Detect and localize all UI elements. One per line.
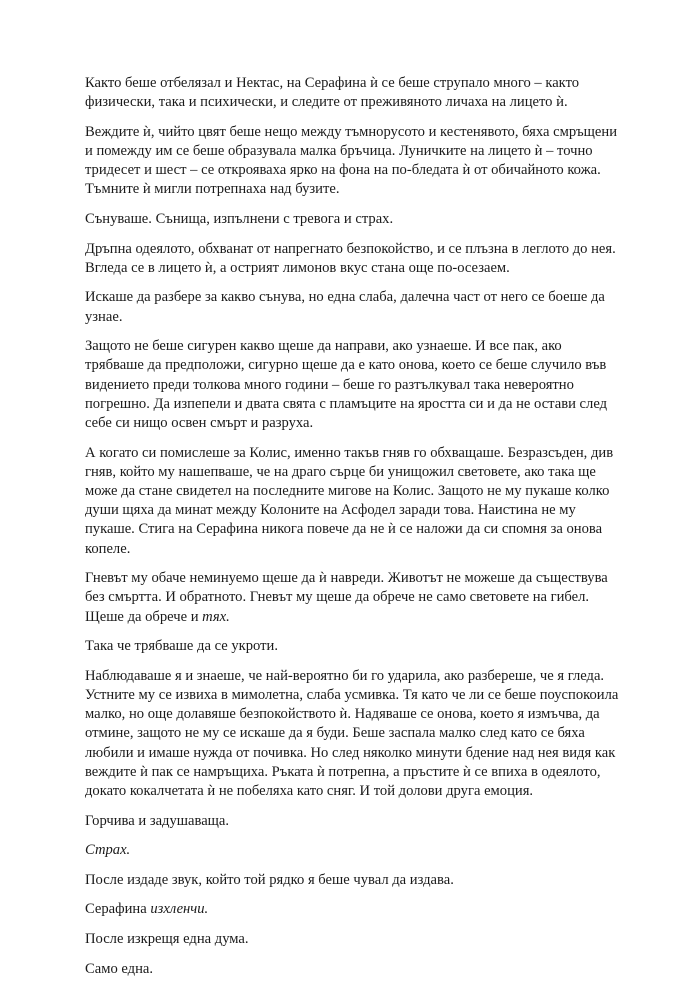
paragraph [85, 74, 621, 112]
text-segment: Така че трябваше да се укроти. [85, 638, 278, 655]
document-body [85, 74, 621, 989]
italic-text-segment: Страх. [85, 842, 131, 859]
text-segment: Както беше отбелязал и Нектас, на Серафина ѝ се беше струпало много – както физически, така и психически, и следите от преживяното личаха на лицето ѝ. [85, 75, 580, 111]
text-segment: Горчива и задушаваща. [85, 812, 230, 829]
paragraph [85, 240, 621, 278]
paragraph [85, 871, 621, 890]
paragraph [85, 444, 621, 559]
text-segment: Искаше да разбере за какво сънува, но една слаба, далечна част от него се боеше да узнае. [85, 289, 605, 325]
paragraph [85, 637, 621, 656]
paragraph [85, 288, 621, 326]
text-segment: Само една. [85, 960, 154, 977]
paragraph [85, 841, 621, 860]
italic-text-segment: изхленчи. [150, 901, 209, 918]
paragraph [85, 960, 621, 979]
italic-text-segment: тях. [202, 608, 230, 625]
text-segment: А когато си помислеше за Колис, именно такъв гняв го обхващаше. Безразсъден, див гняв, който му нашепваше, че на драго сърце би унищожил световете, ако така ще може да стане свидетел на последните мигове на Колис. Защото не му пукаше колко души щяха да минат между Колоните на Асфодел заради това. Наистина не му пукаше. Стига на Серафина никога повече да не ѝ се наложи да си спомня за онова копеле. [85, 444, 614, 557]
text-segment: Наблюдаваше я и знаеше, че най-вероятно би го ударила, ако разбереше, че я гледа. Устните му се извиха в мимолетна, слаба усмивка. Тя като че ли се беше поуспокоила малко, но още долавяше безпокойството ѝ. Надяваше се онова, което я измъчва, да отмине, защото не му се искаше да я буди. Беше заспала малко след като се бяха любили и имаше нужда от почивка. Но след няколко минути бдение над нея видя как веждите ѝ пак се намръщиха. Ръката ѝ потрепна, а пръстите ѝ се впиха в одеялото, докато кокалчетата ѝ не побеляха като сняг. И той долови друга емоция. [85, 667, 619, 800]
text-segment: Сънуваше. Сънища, изпълнени с тревога и страх. [85, 211, 394, 227]
paragraph [85, 812, 621, 831]
text-segment: После изкрещя една дума. [85, 930, 249, 947]
paragraph [85, 337, 621, 433]
paragraph [85, 569, 621, 627]
paragraph [85, 930, 621, 949]
paragraph [85, 900, 621, 919]
paragraph [85, 667, 621, 801]
text-segment: Серафина [85, 901, 151, 918]
text-segment: Веждите ѝ, чийто цвят беше нещо между тъмнорусото и кестенявото, бяха смръщени и помежду им се беше образувала малка бръчица. Луничките на лицето ѝ – точно тридесет и шест – се открояваха ярко на фона на по-бледата ѝ от обичайното кожа. Тъмните ѝ мигли потрепнаха над бузите. [85, 123, 618, 198]
text-segment: Гневът му обаче неминуемо щеше да ѝ навреди. Животът не можеше да съществува без смъртта. И обратното. Гневът му щеше да обрече не само световете на гибел. Щеше да обрече и [85, 570, 608, 625]
paragraph [85, 123, 621, 200]
text-segment: Дръпна одеялото, обхванат от напрегнато безпокойство, и се плъзна в леглото до нея. Вгледа се в лицето ѝ, а острият лимонов вкус стана още по-осезаем. [85, 240, 616, 276]
text-segment: Защото не беше сигурен какво щеше да направи, ако узнаеше. И все пак, ако трябваше да предположи, сигурно щеше да е като онова, което се беше случило във видението преди толкова много години – беше го разтълкувал така невероятно погрешно. Да изпепели и двата свята с пламъците на яростта си и да не остави след себе си нищо освен смърт и разруха. [85, 338, 608, 431]
paragraph [85, 210, 621, 229]
text-segment: После издаде звук, който той рядко я беше чувал да издава. [85, 871, 454, 888]
